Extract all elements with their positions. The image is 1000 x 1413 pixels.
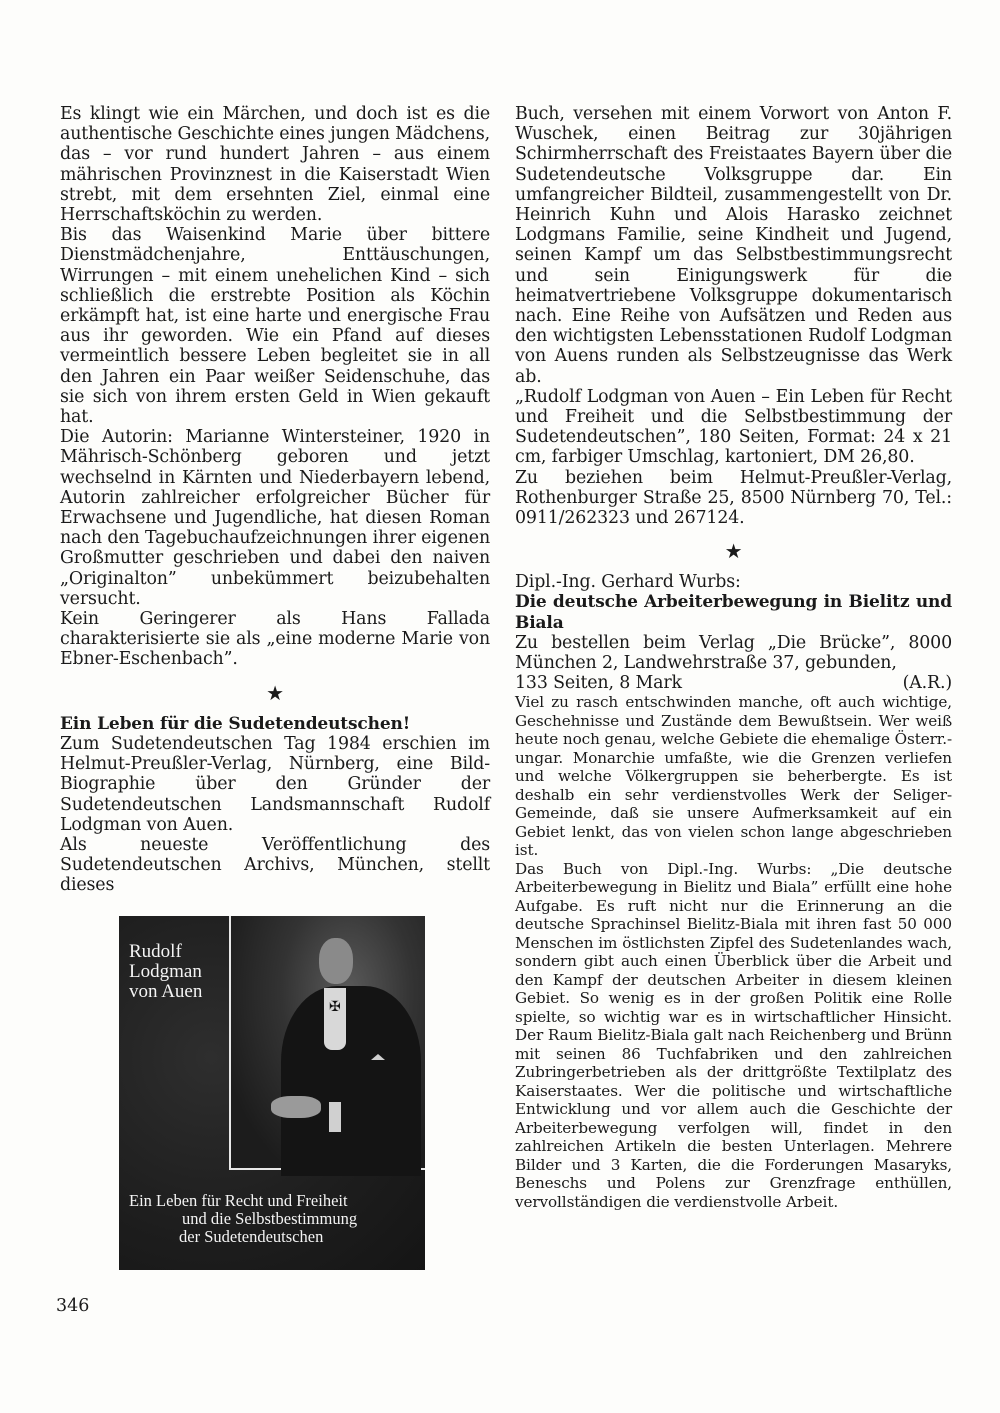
right-column xyxy=(515,104,952,1211)
review3-paragraph-1: Viel zu rasch entschwinden manche, oft auch wichtige, Geschehnisse und Zustände dem Bewußtsein. Wer weiß heute noch genau, welche Gebiete die ehemalige Österr.-ungar. Monarchie umfaßte, wie die Grenzen verliefen und welche Völkergruppen sie beherbergte. Es ist deshalb ein sehr verdienstvolles Werk der Seliger-Gemeinde, daß sie unsere Aufmerksamkeit auf ein Gebiet lenkt, das von vielen schon lange abgeschrieben ist. xyxy=(515,693,952,860)
review2-paragraph-1: Zum Sudetendeutschen Tag 1984 erschien im Helmut-Preußler-Verlag, Nürnberg, eine Bild-Biographie über den Gründer der Sudetendeutschen Landsmannschaft Rudolf Lodgman von Auen. xyxy=(60,733,490,835)
review1-paragraph-1: Es klingt wie ein Märchen, und doch ist es die authentische Geschichte eines jungen Mädchens, das – vor rund hundert Jahren – aus einem mährischen Provinznest in die Kaiserstadt Wien strebt, mit dem ersehnten Ziel, einmal eine Herrschaftsköchin zu werden. xyxy=(60,104,490,226)
cover-subtitle-line: Ein Leben für Recht und Freiheit xyxy=(129,1191,348,1210)
portrait-cuff xyxy=(329,1102,341,1132)
review3-order-pages-price: 133 Seiten, 8 Mark xyxy=(515,673,682,694)
review3-order-last-line xyxy=(515,673,952,693)
review2-paragraph-2: Als neueste Veröffentlichung des Sudetendeutschen Archivs, München, stellt dieses xyxy=(60,834,490,896)
cover-title-line: Lodgman xyxy=(129,961,202,982)
review3-author: Dipl.-Ing. Gerhard Wurbs: xyxy=(515,572,741,593)
review2-continued-paragraph-1: Buch, versehen mit einem Vorwort von Anton F. Wuschek, einen Beitrag zur 30jährigen Schirmherrschaft des Freistaates Bayern über die Sudetendeutsche Volksgruppe dar. Ein umfangreicher Bildteil, zusammengestellt von Dr. Heinrich Kuhn und Alois Harasko zeichnet Lodgmans Familie, seine Kindheit und Jugend, seinen Kampf um das Selbstbestimmungsrecht und sein Einigungswerk für die heimatvertriebene Volksgruppe dokumentarisch nach. Eine Reihe von Aufsätzen und Reden aus den wichtigsten Lebensstationen Rudolf Lodgman von Auens runden als Selbstzeugnisse das Werk ab. xyxy=(515,104,952,387)
cover-title-line: von Auen xyxy=(129,981,203,1002)
star-separator-icon: ★ xyxy=(724,539,743,564)
left-column xyxy=(60,104,490,896)
review1-paragraph-3: Die Autorin: Marianne Wintersteiner, 1920 in Mährisch-Schönberg geboren und jetzt wechselnd in Kärnten und Niederbayern lebend, Autorin zahlreicher erfolgreicher Bücher für Erwachsene und Jugendliche, hat diesen Roman nach den Tagebuchaufzeichnungen ihrer eigenen Großmutter geschrieben und dabei den naiven „Originalton” unbekümmert beizubehalten versucht. xyxy=(60,427,490,609)
review3-title: Die deutsche Arbeiterbewegung in Bielitz und Biala xyxy=(515,592,952,633)
review2-heading: Ein Leben für die Sudetendeutschen! xyxy=(60,713,411,734)
cover-subtitle xyxy=(129,1192,419,1246)
review2-continued-paragraph-3: Zu beziehen beim Helmut-Preußler-Verlag, Rothenburger Straße 25, 8500 Nürnberg 70, Tel.: 0911/262323 und 267124. xyxy=(515,467,952,529)
book-cover-image xyxy=(119,916,425,1270)
cover-subtitle-line: der Sudetendeutschen xyxy=(179,1227,324,1246)
cross-icon: ✠ xyxy=(329,999,341,1015)
cover-subtitle-line: und die Selbstbestimmung xyxy=(182,1209,358,1228)
page-number: 346 xyxy=(56,1296,90,1316)
review3-order-info: Zu bestellen beim Verlag „Die Brücke”, 8000 München 2, Landwehrstraße 37, gebunden, xyxy=(515,632,952,674)
portrait-figure xyxy=(281,986,421,1176)
pocket-square xyxy=(371,1054,385,1060)
portrait-shirt xyxy=(324,988,346,1050)
review1-paragraph-2: Bis das Waisenkind Marie über bittere Dienstmädchenjahre, Enttäuschungen, Wirrungen – mit einem unehelichen Kind – sich schließlich die erstrebte Position als Köchin erkämpft hat, ist eine harte und energische Frau aus ihr geworden. Wie ein Pfand auf dieses vermeintlich bessere Leben begleitet sie in all den Jahren ein Paar weißer Seidenschuhe, das sie sich von ihrem ersten Geld in Wien gekauft hat. xyxy=(60,225,490,428)
review3-signature: (A.R.) xyxy=(902,673,952,694)
review2-continued-paragraph-2: „Rudolf Lodgman von Auen – Ein Leben für Recht und Freiheit und die Selbstbestimmung der Sudetendeutschen”, 180 Seiten, Format: 24 x 21 cm, farbiger Umschlag, kartoniert, DM 26,80. xyxy=(515,386,952,468)
portrait-photo xyxy=(229,916,425,1170)
review1-paragraph-4: Kein Geringerer als Hans Fallada charakterisierte sie als „eine moderne Marie von Ebner-Eschenbach”. xyxy=(60,609,490,670)
portrait-head xyxy=(319,938,353,984)
cover-title xyxy=(129,942,202,1002)
cover-title-line: Rudolf xyxy=(129,941,182,962)
review3-paragraph-2: Das Buch von Dipl.-Ing. Wurbs: „Die deutsche Arbeiterbewegung in Bielitz und Biala” erfüllt eine hohe Aufgabe. Es ruft nicht nur die Erinnerung an die deutsche Sprachinsel Bielitz-Biala mit ihren fast 50 000 Menschen im östlichsten Zipfel des Sudetenlandes wach, sondern gibt auch einen Überblick über die Arbeit und den Kampf der deutschen Arbeiter in diesem kleinen Gebiet. So wenig es in der großen Politik eine Rolle spielte, so wichtig war es in wirtschaftlicher Hinsicht. Der Raum Bielitz-Biala galt nach Reichenberg und Brünn mit seinen 86 Tuchfabriken und den zahlreichen Zubringerbetrieben als der drittgrößte Textilplatz des Kaiserstaates. Wer die politische und wirtschaftliche Entwicklung und vor allem auch die Geschichte der Arbeiterbewegung verfolgen will, findet in den zahlreichen Artikeln die besten Unterlagen. Mehrere Bilder und 3 Karten, die die Forderungen Masaryks, Beneschs und Polens zur Grenzfrage enthüllen, vervollständigen die verdienstvolle Arbeit. xyxy=(515,859,952,1211)
star-separator-icon: ★ xyxy=(266,680,284,705)
portrait-hands xyxy=(271,1096,321,1118)
